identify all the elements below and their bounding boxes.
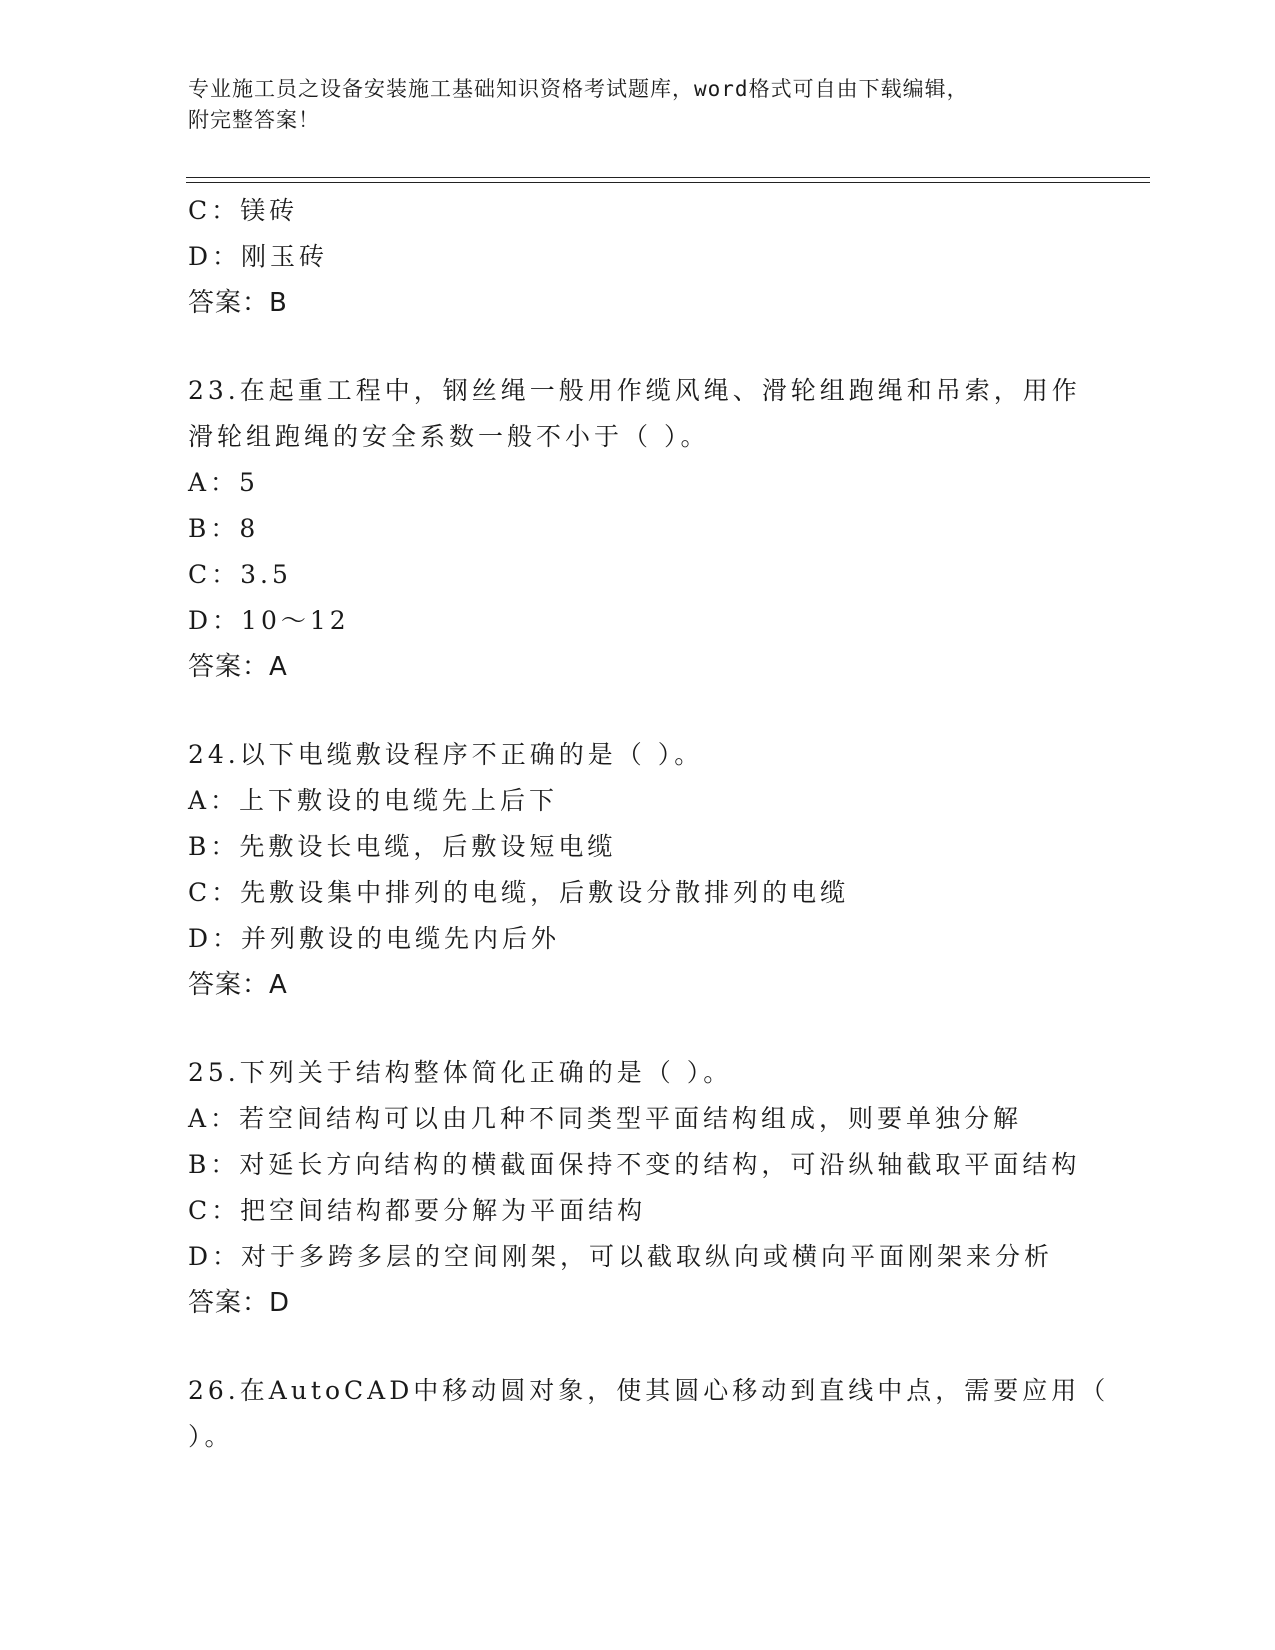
question-stem: 24.以下电缆敷设程序不正确的是（ ）。 [188,740,704,769]
spacer [188,1326,1148,1368]
header-rule-bottom [186,182,1150,183]
option-a: A：5 [188,468,259,497]
option-d: D：对于多跨多层的空间刚架，可以截取纵向或横向平面刚架来分析 [188,1242,1054,1271]
question-stem: 26.在AutoCAD中移动圆对象，使其圆心移动到直线中点，需要应用（ [188,1376,1110,1405]
option-b: B：对延长方向结构的横截面保持不变的结构，可沿纵轴截取平面结构 [188,1150,1081,1179]
answer-line: 答案：A [188,652,288,682]
option-c: C：镁砖 [188,196,299,225]
option-b: B：8 [188,514,260,543]
header-rule-top [186,177,1150,178]
header-line-2: 附完整答案！ [188,108,320,132]
option-a: A：上下敷设的电缆先上后下 [188,786,559,815]
spacer [188,326,1148,368]
option-d: D：刚玉砖 [188,242,329,271]
option-c: C：把空间结构都要分解为平面结构 [188,1196,647,1225]
header-line-1: 专业施工员之设备安装施工基础知识资格考试题库，word格式可自由下载编辑， [188,77,969,101]
question-stem: 滑轮组跑绳的安全系数一般不小于（ ）。 [188,422,710,451]
page-header [188,74,1088,136]
option-c: C：3.5 [188,560,292,589]
option-a: A：若空间结构可以由几种不同类型平面结构组成，则要单独分解 [188,1104,1023,1133]
question-stem: 23.在起重工程中，钢丝绳一般用作缆风绳、滑轮组跑绳和吊索，用作 [188,376,1081,405]
question-stem: ）。 [188,1422,234,1451]
option-b: B：先敷设长电缆，后敷设短电缆 [188,832,617,861]
spacer [188,1008,1148,1050]
question-list [188,188,1148,1460]
answer-line: 答案：A [188,970,288,1000]
option-c: C：先敷设集中排列的电缆，后敷设分散排列的电缆 [188,878,850,907]
answer-line: 答案：B [188,288,288,318]
option-d: D：10～12 [188,606,350,635]
question-stem: 25.下列关于结构整体简化正确的是（ ）。 [188,1058,733,1087]
spacer [188,690,1148,732]
answer-line: 答案：D [188,1288,291,1318]
option-d: D：并列敷设的电缆先内后外 [188,924,561,953]
